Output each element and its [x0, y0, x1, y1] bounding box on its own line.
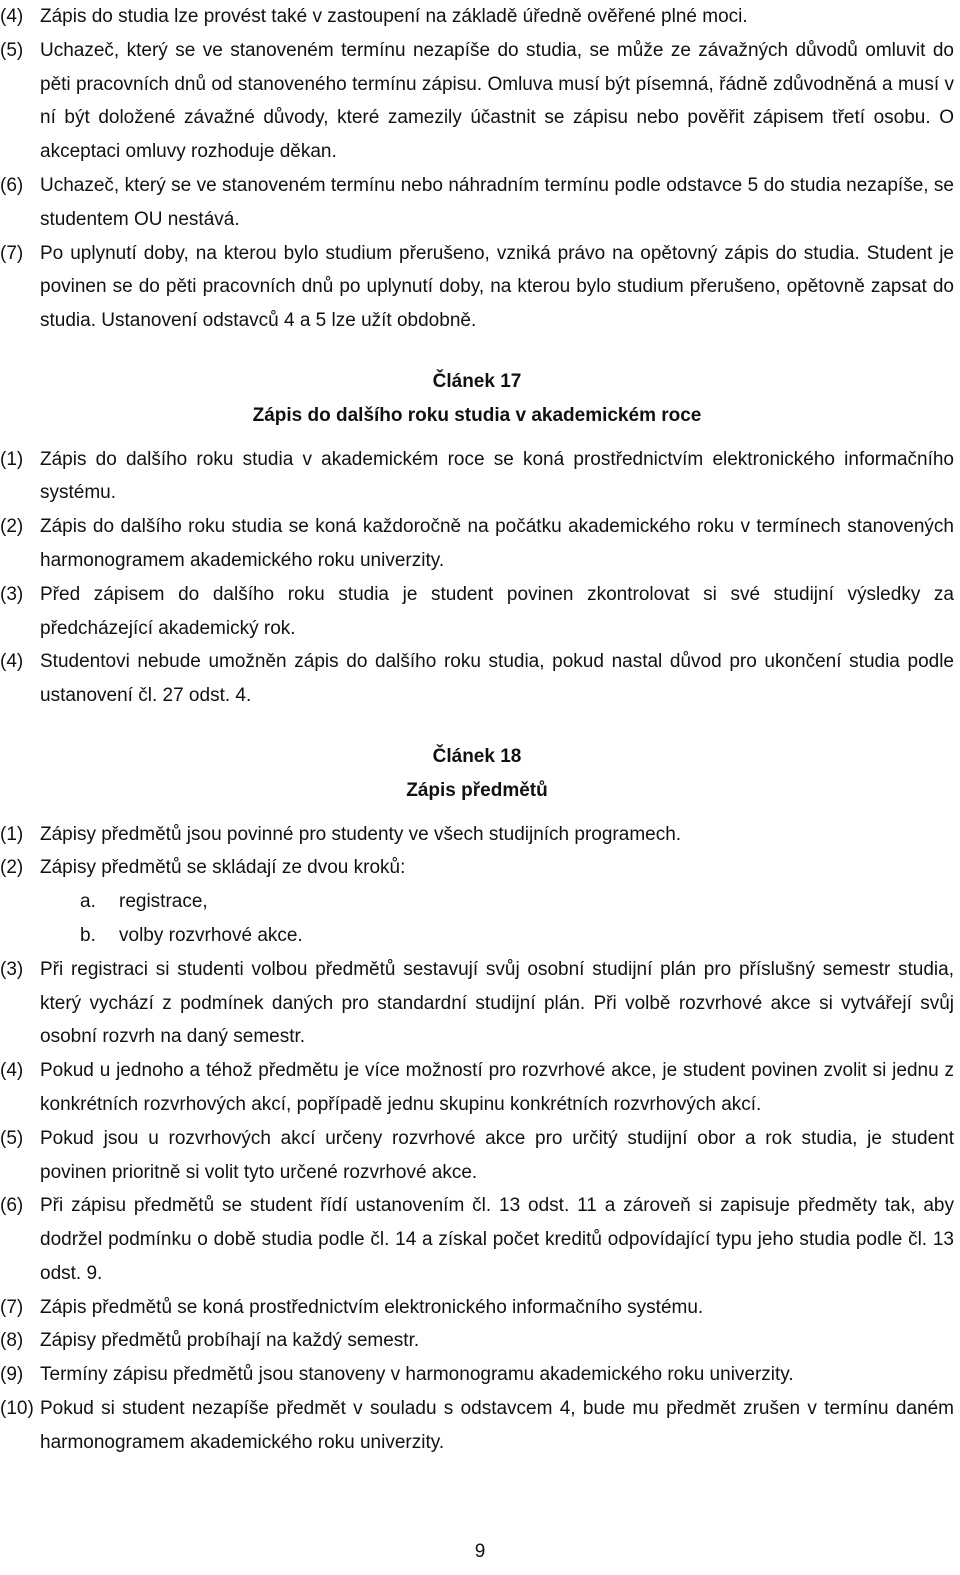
- article-18-paragraph-9: [0, 1358, 954, 1392]
- paragraph-7: [0, 237, 954, 338]
- step-item-a: [80, 885, 954, 919]
- paragraph-text: Pokud si student nezapíše předmět v souladu s odstavcem 4, bude mu předmět zrušen v termínu daném harmonogramem akademického roku univerzity.: [40, 1398, 954, 1453]
- paragraph-text: Uchazeč, který se ve stanoveném termínu nebo náhradním termínu podle odstavce 5 do studia nezapíše, se studentem OU nestává.: [40, 174, 954, 230]
- step-letter: a.: [80, 891, 96, 913]
- paragraph-5: [0, 34, 954, 169]
- article-17-paragraph-1: [0, 443, 954, 511]
- paragraph-text: Zápisy předmětů jsou povinné pro studenty ve všech studijních programech.: [40, 823, 682, 845]
- article-18-paragraph-6: [0, 1189, 954, 1290]
- paragraph-text: Pokud jsou u rozvrhových akcí určeny rozvrhové akce pro určitý studijní obor a rok studia, je student povinen prioritně si volit tyto určené rozvrhové akce.: [40, 1127, 954, 1183]
- step-item-b: [80, 919, 954, 953]
- article-17-paragraph-4: [0, 645, 954, 713]
- paragraph-number: (5): [0, 1127, 24, 1149]
- paragraph-text: Zápis do studia lze provést také v zastoupení na základě úředně ověřené plné moci.: [40, 6, 748, 27]
- paragraph-text: Po uplynutí doby, na kterou bylo studium přerušeno, vzniká právo na opětovný zápis do studia. Student je povinen se do pěti pracovních dnů po uplynutí doby, na kterou bylo studium přerušeno, opětovně zapsat do studia. Ustanovení odstavců 4 a 5 lze užít obdobně.: [40, 242, 954, 332]
- paragraph-number: (6): [0, 1195, 24, 1217]
- paragraph-text: Zápisy předmětů probíhají na každý semestr.: [40, 1330, 420, 1352]
- paragraph-text: Pokud u jednoho a téhož předmětu je více možností pro rozvrhové akce, je student povinen zvolit si jednu z konkrétních rozvrhových akcí, popřípadě jednu skupinu konkrétních rozvrhových akcí.: [40, 1060, 954, 1115]
- paragraph-number: (6): [0, 174, 24, 196]
- paragraph-number: (3): [0, 958, 24, 980]
- paragraph-text: Zápis do dalšího roku studia v akademickém roce se koná prostřednictvím elektronického informačního systému.: [40, 448, 954, 504]
- paragraph-number: (7): [0, 1296, 24, 1318]
- paragraph-number: (3): [0, 583, 24, 605]
- paragraph-number: (10): [0, 1398, 34, 1420]
- article-18-paragraph-5: [0, 1122, 954, 1190]
- step-letter: b.: [80, 924, 96, 946]
- page-number: 9: [474, 1541, 486, 1562]
- paragraph-text: Uchazeč, který se ve stanoveném termínu nezapíše do studia, se může ze závažných důvodů omluvit do pěti pracovních dnů od stanoveného termínu zápisu. Omluva musí být písemná, řádně zdůvodněná a musí v ní být doložené závažné důvody, které zamezily účastnit se zápisu nebo pověřit zápisem třetí osobu. O akceptaci omluvy rozhoduje děkan.: [40, 39, 954, 163]
- paragraph-text: Před zápisem do dalšího roku studia je student povinen zkontrolovat si své studijní výsledky za předcházející akademický rok.: [40, 583, 954, 639]
- paragraph-number: (4): [0, 6, 24, 27]
- article-17-paragraph-2: [0, 510, 954, 578]
- paragraph-text: Studentovi nebude umožněn zápis do dalšího roku studia, pokud nastal důvod pro ukončení studia podle ustanovení čl. 27 odst. 4.: [40, 651, 954, 707]
- article-17-title: Zápis do dalšího roku studia v akademickém roce: [252, 404, 702, 426]
- paragraph-text: Zápis předmětů se koná prostřednictvím elektronického informačního systému.: [40, 1296, 704, 1318]
- article-18-paragraph-7: [0, 1291, 954, 1325]
- paragraph-number: (9): [0, 1364, 24, 1386]
- article-18-paragraph-8: [0, 1324, 954, 1358]
- paragraph-text: Zápis do dalšího roku studia se koná každoročně na počátku akademického roku v termínech stanovených harmonogramem akademického roku univerzity.: [40, 516, 954, 571]
- article-18-paragraph-3: [0, 953, 954, 1054]
- step-text: volby rozvrhové akce.: [119, 924, 303, 946]
- paragraph-4: [0, 0, 954, 34]
- paragraph-number: (5): [0, 39, 24, 61]
- article-17-paragraph-3: [0, 578, 954, 646]
- paragraph-number: (1): [0, 448, 24, 470]
- article-18-number: Článek 18: [432, 745, 522, 767]
- paragraph-number: (4): [0, 651, 24, 673]
- paragraph-number: (8): [0, 1330, 24, 1352]
- paragraph-number: (2): [0, 857, 24, 879]
- step-text: registrace,: [119, 891, 208, 913]
- article-18-paragraph-2: [0, 851, 954, 885]
- paragraph-text: Při registraci si studenti volbou předmětů sestavují svůj osobní studijní plán pro příslušný semestr studia, který vychází z podmínek daných pro standardní studijní plán. Při volbě rozvrhové akce si vytvářejí svůj osobní rozvrh na daný semestr.: [40, 958, 954, 1048]
- paragraph-text: Při zápisu předmětů se student řídí ustanovením čl. 13 odst. 11 a zároveň si zapisuje předměty tak, aby dodržel podmínku o době studia podle čl. 14 a získal počet kreditů odpovídající typu jeho studia podle čl. 13 odst. 9.: [40, 1195, 954, 1284]
- article-17-number: Článek 17: [432, 370, 522, 392]
- article-18-paragraph-4: [0, 1054, 954, 1122]
- article-18-paragraph-1: [0, 818, 954, 852]
- paragraph-number: (4): [0, 1060, 24, 1082]
- paragraph-text: Termíny zápisu předmětů jsou stanoveny v harmonogramu akademického roku univerzity.: [40, 1364, 794, 1386]
- paragraph-number: (1): [0, 823, 24, 845]
- paragraph-number: (2): [0, 516, 24, 538]
- paragraph-text: Zápisy předmětů se skládají ze dvou kroků:: [40, 857, 406, 879]
- article-18-title: Zápis předmětů: [406, 779, 548, 801]
- paragraph-number: (7): [0, 242, 24, 264]
- article-18-paragraph-10: [0, 1392, 954, 1460]
- paragraph-6: [0, 169, 954, 237]
